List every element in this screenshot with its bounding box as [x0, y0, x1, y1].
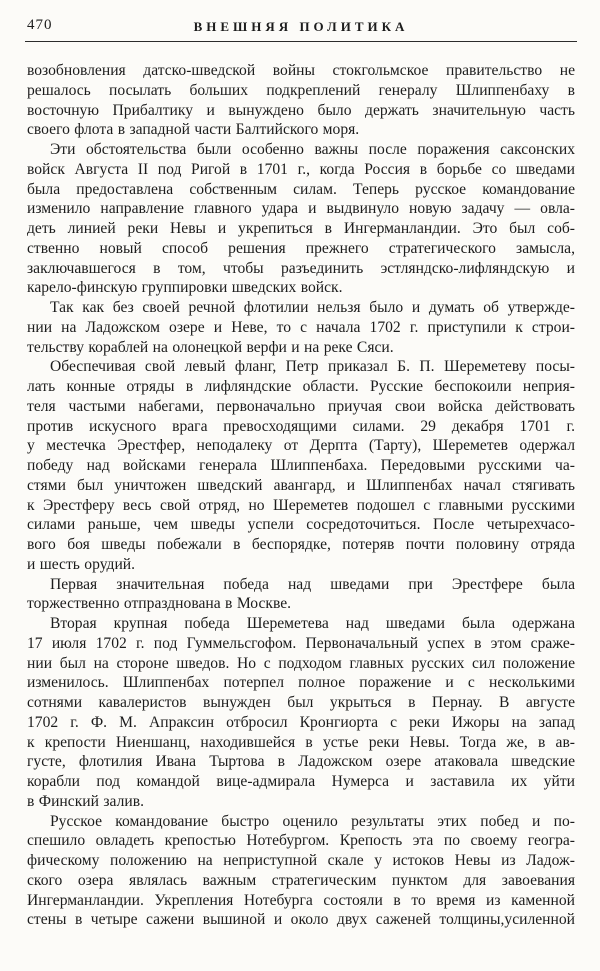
text-line: торжественно отпразднована в Москве.	[27, 595, 292, 613]
text-line: фическому положению на неприступной скале у истоков Невы из Ладож-	[27, 852, 575, 869]
text-line: Эти обстоятельства были особенно важны после поражения саксонских	[50, 141, 575, 158]
text-line: стями был уничтожен шведский авангард, и Шлиппенбах начал стягивать	[27, 476, 575, 494]
text-line: в Финский залив.	[27, 792, 144, 810]
text-line: тельству кораблей на олонецкой верфи и на реке Сяси.	[27, 338, 394, 356]
text-line: была предоставлена собственным силам. Теперь русское командование	[27, 180, 575, 198]
text-line: нии был на стороне шведов. Но с подходом главных русских сил положение	[27, 654, 575, 672]
text-line: 17 июля 1702 г. под Гуммельсгофом. Первоначальный успех в этом сраже-	[27, 634, 575, 652]
text-line: Вторая крупная победа Шереметева над шведами была одержана	[50, 615, 575, 632]
running-title: ВНЕШНЯЯ ПОЛИТИКА	[193, 19, 409, 34]
text-line: нии на Ладожском озере и Неве, то с начала 1702 г. приступили к строи-	[27, 318, 575, 336]
text-line: ственно новый способ решения прежнего стратегического замысла,	[27, 239, 575, 257]
page-number: 470	[27, 17, 53, 33]
text-line: теля частыми набегами, первоначально приучая свои войска действовать	[27, 397, 575, 415]
text-line: заключавшегося в том, чтобы разъединить эстляндско-лифляндскую и	[27, 259, 575, 277]
text-line: изменилось. Шлиппенбах потерпел полное поражение и с несколькими	[27, 674, 575, 692]
text-line: Первая значительная победа над шведами при Эрестфере была	[50, 575, 575, 593]
text-line: Обеспечивая свой левый фланг, Петр приказал Б. П. Шереметеву посы-	[50, 358, 575, 376]
text-line: спешило овладеть крепостью Нотебургом. Крепость эта по своему геогра-	[27, 832, 575, 850]
text-line: изменило направление главного удара и выдвинуло новую задачу — овла-	[27, 200, 575, 218]
text-line: Русское командование быстро оценило результаты этих побед и по-	[50, 812, 575, 830]
text-line: против искусного врага превосходящими силами. 29 декабря 1701 г.	[27, 417, 575, 435]
text-line: 1702 г. Ф. М. Апраксин отбросил Кронгиорта с реки Ижоры на запад	[27, 713, 575, 731]
page-header	[27, 14, 575, 38]
text-line: сотнями кавалеристов вынужден был укрыться в Пернау. В августе	[27, 694, 575, 711]
text-line: решалось посылать больших подкреплений генералу Шлиппенбаху в	[27, 81, 575, 99]
text-line: силами раньше, чем шведы успели сосредоточиться. После четырехчасо-	[27, 516, 575, 534]
text-line: стены в четыре сажени вышиной и около двух саженей толщины,усиленной	[27, 911, 575, 929]
text-line: к крепости Ниеншанц, находившейся в устье реки Невы. Тогда же, в ав-	[27, 733, 575, 751]
text-line: вого боя шведы побежали в беспорядке, потеряв почти половину отряда	[27, 536, 575, 553]
text-line: у местечка Эрестфер, неподалеку от Дерпта (Тарту), Шереметев одержал	[27, 437, 575, 455]
header-rule	[25, 41, 577, 42]
text-line: к Эрестферу весь свой отряд, но Шереметев подошел с главными русскими	[27, 496, 575, 514]
text-line: возобновления датско-шведской войны стокгольмское правительство не	[27, 62, 575, 79]
text-line: деть линией реки Невы и укрепиться в Ингерманландии. Это был соб-	[27, 220, 575, 237]
text-line: карело-финскую группировки шведских войск.	[27, 279, 343, 297]
text-line: густе, флотилия Ивана Тыртова в Ладожском озере атаковала шведские	[27, 753, 575, 771]
text-line: победу над войсками генерала Шлиппенбаха. Передовыми русскими ча-	[27, 457, 575, 474]
text-line: своего флота в западной части Балтийского моря.	[27, 121, 360, 139]
text-line: Так как без своей речной флотилии нельзя было и думать об утвержде-	[50, 299, 575, 316]
text-line: восточную Прибалтику и вынуждено было держать значительную часть	[27, 101, 575, 119]
text-line: лать конные отряды в лифляндские области. Русские беспокоили неприя-	[27, 378, 575, 395]
text-line: и шесть орудий.	[27, 555, 136, 573]
text-line: ского озера являлась важным стратегическим пунктом для завоевания	[27, 871, 575, 889]
text-block	[27, 61, 575, 930]
text-line: Ингерманландии. Укрепления Нотебурга состояли в то время из каменной	[27, 891, 575, 909]
text-line: войск Августа II под Ригой в 1701 г., когда Россия в борьбе со шведами	[27, 160, 575, 178]
text-line: корабли под командой вице-адмирала Нумерса и заставила их уйти	[27, 773, 575, 790]
